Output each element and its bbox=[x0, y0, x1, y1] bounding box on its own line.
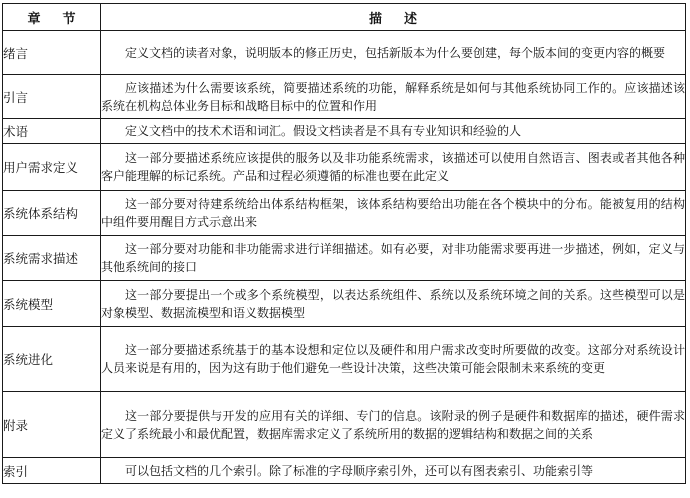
table-row bbox=[3, 236, 686, 281]
table-row bbox=[3, 119, 686, 144]
document-structure-table bbox=[2, 3, 686, 484]
section-description: 可以包括文档的几个索引。除了标准的字母顺序索引外，还可以有图表索引、功能索引等 bbox=[101, 458, 686, 484]
section-name: 系统体系结构 bbox=[3, 191, 101, 236]
section-description: 这一部分要对待建系统给出体系结构框架，该体系结构要给出功能在各个模块中的分布。能被复用的结构中组件要用醒目方式示意出来 bbox=[101, 191, 686, 236]
section-description: 这一部分要描述系统基于的基本设想和定位以及硬件和用户需求改变时所要做的改变。这部分对系统设计人员来说是有用的，因为这有助于他们避免一些设计决策，这些决策可能会限制未来系统的变更 bbox=[101, 327, 686, 392]
section-description: 应该描述为什么需要该系统，简要描述系统的功能，解释系统是如何与其他系统协同工作的。应该描述该系统在机构总体业务目标和战略目标中的位置和作用 bbox=[101, 75, 686, 119]
section-name: 绪言 bbox=[3, 31, 101, 75]
section-name: 术语 bbox=[3, 119, 101, 144]
section-description: 这一部分要描述系统应该提供的服务以及非功能系统需求，该描述可以使用自然语言、图表或者其他各种客户能理解的标记系统。产品和过程必须遵循的标准也要在此定义 bbox=[101, 144, 686, 191]
section-description: 定义文档的读者对象，说明版本的修正历史，包括新版本为什么要创建，每个版本间的变更内容的概要 bbox=[101, 31, 686, 75]
table-row bbox=[3, 392, 686, 458]
section-description: 这一部分要提出一个或多个系统模型，以表达系统组件、系统以及系统环境之间的关系。这些模型可以是对象模型、数据流模型和语义数据模型 bbox=[101, 281, 686, 327]
table-row bbox=[3, 75, 686, 119]
table-row bbox=[3, 144, 686, 191]
section-description: 定义文档中的技术术语和词汇。假设文档读者是不具有专业知识和经验的人 bbox=[101, 119, 686, 144]
table-row bbox=[3, 458, 686, 484]
table-row bbox=[3, 191, 686, 236]
section-description: 这一部分要对功能和非功能需求进行详细描述。如有必要，对非功能需求要再进一步描述，例如，定义与其他系统间的接口 bbox=[101, 236, 686, 281]
section-description: 这一部分要提供与开发的应用有关的详细、专门的信息。该附录的例子是硬件和数据库的描述，硬件需求定义了系统最小和最优配置，数据库需求定义了系统所用的数据的逻辑结构和数据之间的关系 bbox=[101, 392, 686, 458]
section-name: 索引 bbox=[3, 458, 101, 484]
section-name: 引言 bbox=[3, 75, 101, 119]
table-row bbox=[3, 281, 686, 327]
table-row bbox=[3, 327, 686, 392]
column-header-description: 描述 bbox=[101, 4, 686, 31]
section-name: 系统模型 bbox=[3, 281, 101, 327]
section-name: 系统进化 bbox=[3, 327, 101, 392]
section-name: 系统需求描述 bbox=[3, 236, 101, 281]
table-header-row bbox=[3, 4, 686, 31]
section-name: 用户需求定义 bbox=[3, 144, 101, 191]
section-name: 附录 bbox=[3, 392, 101, 458]
column-header-chapter: 章节 bbox=[3, 4, 101, 31]
table-row bbox=[3, 31, 686, 75]
